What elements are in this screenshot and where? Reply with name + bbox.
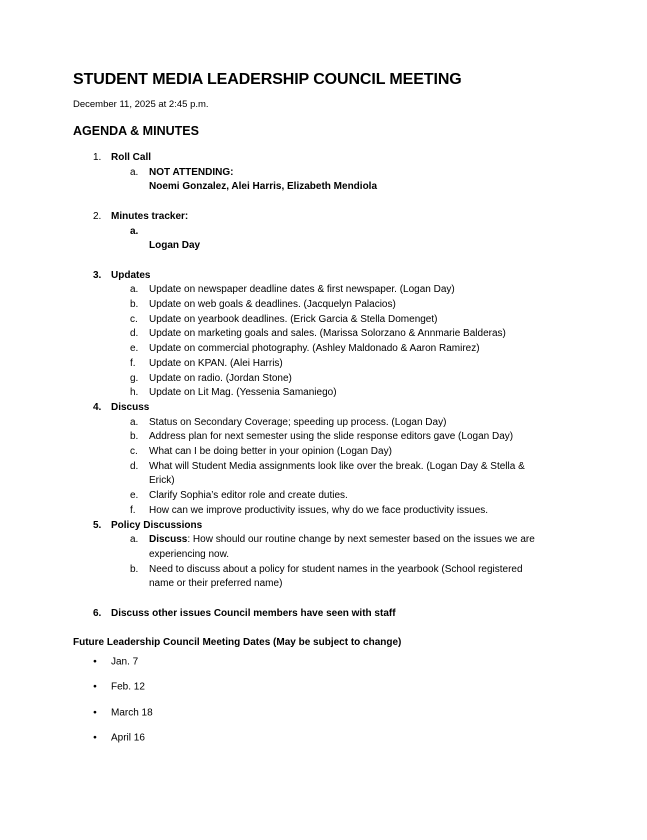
list-letter: f. bbox=[130, 504, 136, 516]
item-label: Discuss bbox=[111, 401, 150, 413]
item-label: Roll Call bbox=[111, 152, 152, 163]
list-letter: b. bbox=[130, 431, 139, 443]
update-text: Update on commercial photography. (Ashley Maldonado & Aaron Ramirez) bbox=[149, 343, 480, 355]
agenda-item-updates bbox=[73, 269, 568, 284]
list-letter: d. bbox=[130, 328, 139, 340]
agenda-item-discuss bbox=[73, 401, 568, 416]
list-number: 4. bbox=[93, 401, 102, 413]
item-label: Policy Discussions bbox=[111, 519, 203, 531]
list-letter: d. bbox=[130, 460, 139, 472]
future-date-text: April 16 bbox=[111, 732, 145, 744]
list-number: 1. bbox=[93, 152, 102, 163]
list-letter: a. bbox=[130, 166, 139, 178]
list-letter: g. bbox=[130, 372, 139, 384]
policy-bold-lead: Discuss bbox=[149, 534, 188, 546]
spacer bbox=[73, 195, 568, 210]
list-letter: b. bbox=[130, 563, 139, 575]
policy-item-continuation: experiencing now. bbox=[149, 548, 230, 560]
update-text: Update on radio. (Jordan Stone) bbox=[149, 372, 292, 384]
discuss-item-continuation: Erick) bbox=[149, 475, 175, 487]
spacer bbox=[73, 592, 568, 607]
list-number: 6. bbox=[93, 607, 102, 619]
discuss-text: Clarify Sophia’s editor role and create duties. bbox=[149, 490, 348, 502]
future-date-item bbox=[73, 655, 568, 670]
policy-item-continuation: name or their preferred name) bbox=[149, 578, 283, 590]
not-attending-line bbox=[73, 166, 568, 181]
bullet-icon: ● bbox=[93, 683, 97, 691]
agenda-item-minutes-tracker bbox=[73, 210, 568, 225]
discuss-item bbox=[73, 445, 568, 460]
document-title: STUDENT MEDIA LEADERSHIP COUNCIL MEETING bbox=[73, 71, 462, 88]
list-number: 5. bbox=[93, 519, 102, 531]
discuss-item bbox=[73, 489, 568, 504]
update-item bbox=[73, 298, 568, 313]
list-number: 2. bbox=[93, 210, 102, 222]
policy-text: : How should our routine change by next semester based on the issues we are bbox=[187, 534, 535, 546]
discuss-item bbox=[73, 460, 568, 475]
agenda-item-roll-call bbox=[73, 151, 568, 166]
update-item bbox=[73, 372, 568, 387]
list-letter: c. bbox=[130, 446, 138, 458]
list-letter: a. bbox=[130, 225, 139, 237]
discuss-text: Status on Secondary Coverage; speeding up process. (Logan Day) bbox=[149, 416, 447, 428]
list-letter: a. bbox=[130, 416, 139, 428]
agenda-minutes-heading: AGENDA & MINUTES bbox=[73, 124, 199, 138]
list-letter: h. bbox=[130, 387, 139, 399]
minutes-tracker-name: Logan Day bbox=[149, 240, 201, 252]
update-item bbox=[73, 357, 568, 372]
meeting-datetime: December 11, 2025 at 2:45 p.m. bbox=[73, 99, 209, 110]
update-item bbox=[73, 313, 568, 328]
discuss-text: How can we improve productivity issues, why do we face productivity issues. bbox=[149, 504, 489, 516]
update-item bbox=[73, 342, 568, 357]
discuss-item bbox=[73, 416, 568, 431]
minutes-tracker-letter-line bbox=[73, 225, 568, 240]
future-date-text: March 18 bbox=[111, 707, 153, 719]
agenda-item-policy-discussions bbox=[73, 519, 568, 534]
policy-text: Need to discuss about a policy for student names in the yearbook (School registered bbox=[149, 563, 523, 575]
absent-names: Noemi Gonzalez, Alei Harris, Elizabeth Mendiola bbox=[149, 181, 378, 193]
list-letter: a. bbox=[130, 284, 139, 296]
future-date-item bbox=[73, 680, 568, 695]
spacer bbox=[73, 254, 568, 269]
update-text: Update on newspaper deadline dates & first newspaper. (Logan Day) bbox=[149, 284, 455, 296]
future-dates-heading: Future Leadership Council Meeting Dates (May be subject to change) bbox=[73, 637, 402, 649]
item-label: Discuss other issues Council members have seen with staff bbox=[111, 607, 396, 619]
update-item bbox=[73, 327, 568, 342]
policy-item bbox=[73, 533, 568, 548]
update-text: Update on Lit Mag. (Yessenia Samaniego) bbox=[149, 387, 337, 399]
item-label: Updates bbox=[111, 269, 151, 281]
update-item bbox=[73, 386, 568, 401]
update-item bbox=[73, 283, 568, 298]
bullet-icon: ● bbox=[93, 734, 97, 742]
discuss-text: Address plan for next semester using the slide response editors gave (Logan Day) bbox=[149, 431, 514, 443]
future-date-item bbox=[73, 731, 568, 746]
policy-item bbox=[73, 563, 568, 578]
item-label: Minutes tracker: bbox=[111, 210, 189, 222]
list-letter: b. bbox=[130, 299, 139, 310]
list-number: 3. bbox=[93, 269, 102, 281]
future-date-text: Feb. 12 bbox=[111, 681, 145, 693]
future-date-item bbox=[73, 706, 568, 721]
not-attending-label: NOT ATTENDING: bbox=[149, 166, 234, 178]
discuss-text: What will Student Media assignments look like over the break. (Logan Day & Stella & bbox=[149, 460, 525, 472]
agenda-item-other-issues bbox=[73, 607, 568, 622]
list-letter: a. bbox=[130, 534, 139, 546]
update-text: Update on KPAN. (Alei Harris) bbox=[149, 357, 283, 369]
future-date-text: Jan. 7 bbox=[111, 656, 139, 668]
list-letter: c. bbox=[130, 313, 138, 325]
bullet-icon: ● bbox=[93, 708, 97, 716]
discuss-text: What can I be doing better in your opinion (Logan Day) bbox=[149, 446, 392, 458]
spacer bbox=[73, 621, 568, 636]
discuss-item bbox=[73, 430, 568, 445]
list-letter: e. bbox=[130, 343, 139, 355]
bullet-icon: ● bbox=[93, 657, 97, 665]
update-text: Update on marketing goals and sales. (Marissa Solorzano & Annmarie Balderas) bbox=[149, 328, 506, 340]
list-letter: f. bbox=[130, 357, 136, 369]
update-text: Update on yearbook deadlines. (Erick Garcia & Stella Domenget) bbox=[149, 313, 438, 325]
discuss-item bbox=[73, 504, 568, 519]
update-text: Update on web goals & deadlines. (Jacquelyn Palacios) bbox=[149, 299, 396, 310]
list-letter: e. bbox=[130, 490, 139, 502]
